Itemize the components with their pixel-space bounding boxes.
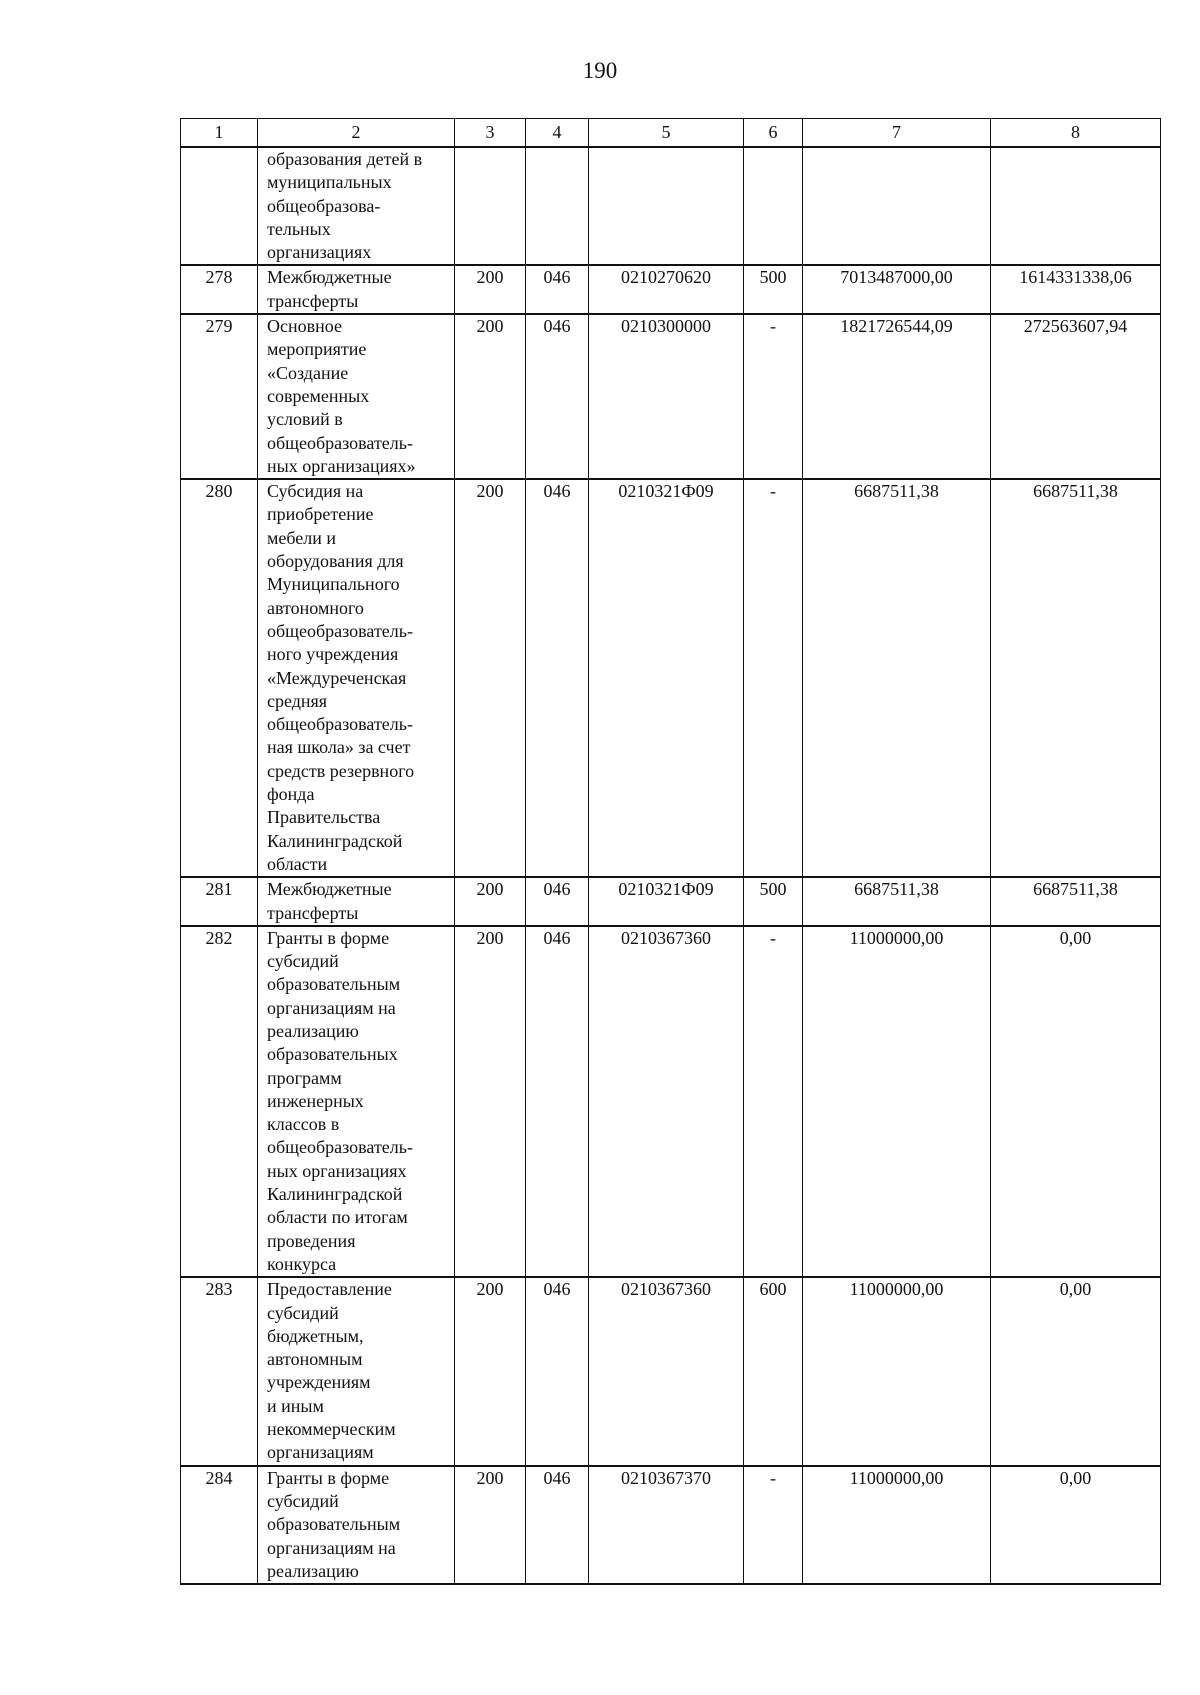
table-row bbox=[181, 479, 1161, 877]
item-name-line: Гранты в форме bbox=[267, 927, 390, 948]
item-name-line: некоммерческим bbox=[267, 1419, 396, 1440]
ministry-code-cell: 200 bbox=[455, 479, 526, 877]
item-name-line: автономного bbox=[267, 597, 364, 618]
item-name-line: Муниципального bbox=[267, 574, 400, 595]
executed-amount-cell: 0,00 bbox=[991, 1277, 1161, 1465]
expense-type-cell: - bbox=[744, 1466, 803, 1584]
item-name-line: Основное bbox=[267, 316, 342, 337]
ministry-code-cell bbox=[455, 147, 526, 265]
section-code-cell bbox=[526, 147, 589, 265]
item-name-line: «Междуреченская bbox=[267, 667, 407, 688]
ministry-code-cell: 200 bbox=[455, 877, 526, 926]
planned-amount-cell bbox=[803, 147, 991, 265]
item-name-line: тельных bbox=[267, 218, 331, 239]
target-article-cell bbox=[589, 147, 744, 265]
planned-amount-cell: 11000000,00 bbox=[803, 926, 991, 1277]
target-article-cell: 0210367360 bbox=[589, 1277, 744, 1465]
item-name-line: оборудования для bbox=[267, 551, 404, 572]
item-name-cell bbox=[258, 1466, 455, 1584]
table-body bbox=[181, 147, 1161, 1584]
item-name-line: общеобразователь- bbox=[267, 432, 413, 453]
item-name-line: общеобразова- bbox=[267, 195, 381, 216]
item-name-line: Субсидия на bbox=[267, 481, 364, 502]
expense-type-cell bbox=[744, 147, 803, 265]
expense-type-cell: 500 bbox=[744, 265, 803, 314]
target-article-cell: 0210367360 bbox=[589, 926, 744, 1277]
section-code-cell: 046 bbox=[526, 479, 589, 877]
item-name-line: реализацию bbox=[267, 1560, 359, 1581]
item-name-line: условий в bbox=[267, 409, 343, 430]
item-name-line: ных организациях bbox=[267, 1160, 407, 1181]
header-cell: 1 bbox=[181, 119, 258, 148]
item-name-line: субсидий bbox=[267, 1490, 339, 1511]
expense-type-cell: - bbox=[744, 926, 803, 1277]
section-code-cell: 046 bbox=[526, 314, 589, 479]
planned-amount-cell: 11000000,00 bbox=[803, 1466, 991, 1584]
row-number-cell: 281 bbox=[181, 877, 258, 926]
item-name-line: муниципальных bbox=[267, 172, 392, 193]
item-name-line: ных организациях» bbox=[267, 455, 416, 476]
item-name-line: бюджетным, bbox=[267, 1325, 364, 1346]
row-number-cell: 280 bbox=[181, 479, 258, 877]
table-row bbox=[181, 877, 1161, 926]
item-name-line: мероприятие bbox=[267, 339, 367, 360]
item-name-line: средняя bbox=[267, 690, 328, 711]
section-code-cell: 046 bbox=[526, 1277, 589, 1465]
item-name-line: Калининградской bbox=[267, 830, 403, 851]
header-cell: 7 bbox=[803, 119, 991, 148]
item-name-cell bbox=[258, 147, 455, 265]
header-cell: 4 bbox=[526, 119, 589, 148]
expense-type-cell: 600 bbox=[744, 1277, 803, 1465]
section-code-cell: 046 bbox=[526, 877, 589, 926]
executed-amount-cell: 1614331338,06 bbox=[991, 265, 1161, 314]
item-name-line: общеобразователь- bbox=[267, 1137, 413, 1158]
item-name-line: образовательным bbox=[267, 974, 401, 995]
item-name-line: Гранты в форме bbox=[267, 1467, 390, 1488]
item-name-line: образования детей в bbox=[267, 149, 423, 169]
item-name-line: Межбюджетные bbox=[267, 879, 392, 900]
row-number-cell: 279 bbox=[181, 314, 258, 479]
item-name-line: Межбюджетные bbox=[267, 267, 392, 288]
executed-amount-cell: 0,00 bbox=[991, 1466, 1161, 1584]
item-name-line: учреждениям bbox=[267, 1372, 371, 1393]
ministry-code-cell: 200 bbox=[455, 265, 526, 314]
section-code-cell: 046 bbox=[526, 1466, 589, 1584]
item-name-line: общеобразователь- bbox=[267, 620, 413, 641]
item-name-cell bbox=[258, 877, 455, 926]
header-cell: 8 bbox=[991, 119, 1161, 148]
item-name-line: инженерных bbox=[267, 1090, 364, 1111]
item-name-line: Предоставление bbox=[267, 1279, 392, 1300]
executed-amount-cell: 6687511,38 bbox=[991, 479, 1161, 877]
row-number-cell: 284 bbox=[181, 1466, 258, 1584]
item-name-line: субсидий bbox=[267, 1302, 339, 1323]
item-name-line: конкурса bbox=[267, 1253, 337, 1274]
ministry-code-cell: 200 bbox=[455, 926, 526, 1277]
planned-amount-cell: 11000000,00 bbox=[803, 1277, 991, 1465]
target-article-cell: 0210321Ф09 bbox=[589, 877, 744, 926]
item-name-line: фонда bbox=[267, 784, 315, 805]
executed-amount-cell: 272563607,94 bbox=[991, 314, 1161, 479]
item-name-line: современных bbox=[267, 385, 370, 406]
planned-amount-cell: 7013487000,00 bbox=[803, 265, 991, 314]
item-name-cell bbox=[258, 265, 455, 314]
item-name-line: Правительства bbox=[267, 807, 381, 828]
target-article-cell: 0210300000 bbox=[589, 314, 744, 479]
section-code-cell: 046 bbox=[526, 926, 589, 1277]
item-name-cell bbox=[258, 314, 455, 479]
item-name-cell bbox=[258, 479, 455, 877]
item-name-line: субсидий bbox=[267, 951, 339, 972]
header-cell: 6 bbox=[744, 119, 803, 148]
item-name-line: области по итогам bbox=[267, 1207, 408, 1228]
row-number-cell: 283 bbox=[181, 1277, 258, 1465]
target-article-cell: 0210367370 bbox=[589, 1466, 744, 1584]
table-row bbox=[181, 147, 1161, 265]
expense-type-cell: - bbox=[744, 479, 803, 877]
item-name-line: ная школа» за счет bbox=[267, 737, 411, 758]
ministry-code-cell: 200 bbox=[455, 314, 526, 479]
item-name-line: Калининградской bbox=[267, 1184, 403, 1205]
target-article-cell: 0210270620 bbox=[589, 265, 744, 314]
header-cell: 3 bbox=[455, 119, 526, 148]
ministry-code-cell: 200 bbox=[455, 1466, 526, 1584]
header-cell: 5 bbox=[589, 119, 744, 148]
item-name-line: трансферты bbox=[267, 290, 359, 311]
item-name-line: «Создание bbox=[267, 362, 349, 383]
item-name-line: средств резервного bbox=[267, 760, 415, 781]
table-row bbox=[181, 314, 1161, 479]
ministry-code-cell: 200 bbox=[455, 1277, 526, 1465]
item-name-line: области bbox=[267, 853, 328, 874]
item-name-line: ного учреждения bbox=[267, 644, 399, 665]
budget-table bbox=[180, 118, 1161, 1585]
table-row bbox=[181, 265, 1161, 314]
header-row bbox=[181, 119, 1161, 148]
planned-amount-cell: 6687511,38 bbox=[803, 479, 991, 877]
item-name-cell bbox=[258, 926, 455, 1277]
item-name-line: образовательным bbox=[267, 1514, 401, 1535]
item-name-line: проведения bbox=[267, 1230, 356, 1251]
table-row bbox=[181, 926, 1161, 1277]
executed-amount-cell bbox=[991, 147, 1161, 265]
item-name-line: организациям на bbox=[267, 1537, 396, 1558]
item-name-line: мебели и bbox=[267, 527, 337, 548]
header-cell: 2 bbox=[258, 119, 455, 148]
item-name-line: реализацию bbox=[267, 1020, 359, 1041]
page-number: 190 bbox=[582, 58, 618, 83]
item-name-line: общеобразователь- bbox=[267, 714, 413, 735]
row-number-cell: 282 bbox=[181, 926, 258, 1277]
item-name-line: и иным bbox=[267, 1395, 324, 1416]
item-name-line: программ bbox=[267, 1067, 342, 1088]
executed-amount-cell: 6687511,38 bbox=[991, 877, 1161, 926]
item-name-line: классов в bbox=[267, 1114, 340, 1135]
expense-type-cell: - bbox=[744, 314, 803, 479]
expense-type-cell: 500 bbox=[744, 877, 803, 926]
item-name-line: трансферты bbox=[267, 902, 359, 923]
planned-amount-cell: 6687511,38 bbox=[803, 877, 991, 926]
item-name-cell bbox=[258, 1277, 455, 1465]
item-name-line: организациям bbox=[267, 1442, 374, 1463]
row-number-cell bbox=[181, 147, 258, 265]
planned-amount-cell: 1821726544,09 bbox=[803, 314, 991, 479]
table-row bbox=[181, 1466, 1161, 1584]
section-code-cell: 046 bbox=[526, 265, 589, 314]
table-row bbox=[181, 1277, 1161, 1465]
item-name-line: автономным bbox=[267, 1349, 363, 1370]
target-article-cell: 0210321Ф09 bbox=[589, 479, 744, 877]
item-name-line: организациям на bbox=[267, 997, 396, 1018]
row-number-cell: 278 bbox=[181, 265, 258, 314]
item-name-line: образовательных bbox=[267, 1044, 398, 1065]
executed-amount-cell: 0,00 bbox=[991, 926, 1161, 1277]
item-name-line: приобретение bbox=[267, 504, 374, 525]
item-name-line: организациях bbox=[267, 242, 372, 263]
